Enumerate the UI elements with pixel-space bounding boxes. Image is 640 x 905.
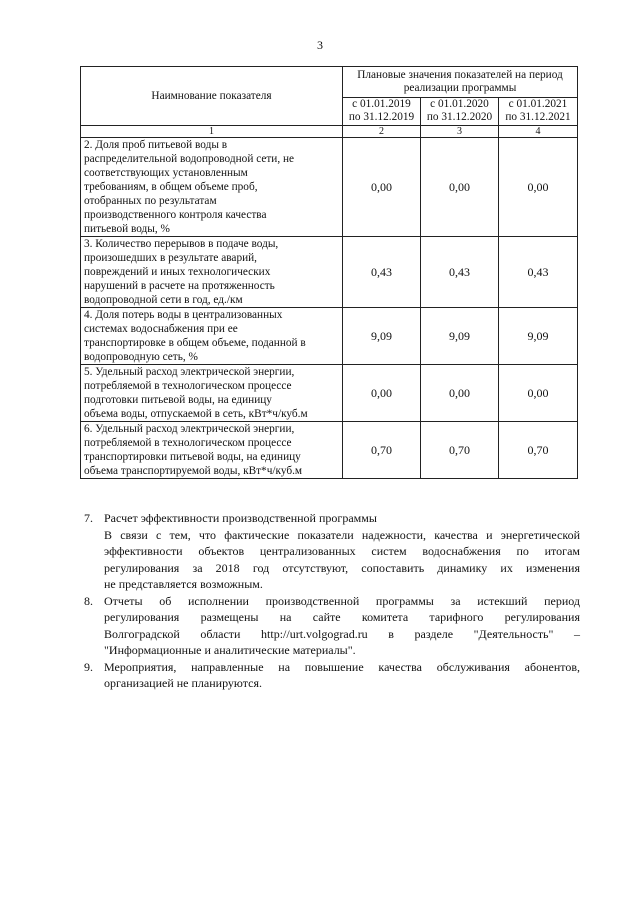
item-heading: Расчет эффективности производственной программы: [104, 511, 377, 525]
indicators-table: [80, 66, 578, 479]
item-line: эффективности объектов централизованных систем водоснабжения по итогам: [104, 544, 580, 558]
description-line: транспортировке в общем объеме, поданной в: [84, 337, 306, 349]
item-line: организацией не планируются.: [104, 676, 262, 690]
indicator-description: [81, 308, 343, 365]
column-number: 4: [499, 126, 578, 138]
table-row: [81, 237, 578, 308]
header-period-2019: [343, 97, 421, 125]
item-line: В связи с тем, что фактические показатели надежности, качества и энергетической: [104, 527, 580, 542]
description-line: распределительной водопроводной сети, не: [84, 153, 295, 165]
description-line: потребляемой в технологическом процессе: [84, 380, 292, 392]
description-line: 6. Удельный расход электрической энергии,: [84, 423, 295, 435]
header-plan-period-line1: Плановые значения показателей на период: [357, 68, 563, 81]
header-period-2021: [499, 97, 578, 125]
value-2021: 9,09: [499, 308, 578, 365]
description-line: объема воды, отпускаемой в сеть, кВт*ч/куб.м: [84, 408, 308, 420]
description-line: 5. Удельный расход электрической энергии,: [84, 366, 295, 378]
header-plan-period: [343, 67, 578, 98]
value-2020: 9,09: [421, 308, 499, 365]
period-to: по 31.12.2019: [348, 111, 415, 124]
description-line: повреждений и иных технологических: [84, 266, 271, 278]
description-line: потребляемой в технологическом процессе: [84, 437, 292, 449]
table-row: [81, 138, 578, 237]
description-line: произошедших в результате аварий,: [84, 252, 258, 264]
page-number: 3: [317, 38, 323, 52]
header-indicator-name: Наимнование показателя: [81, 67, 343, 126]
value-2021: 0,43: [499, 237, 578, 308]
description-line: питьевой воды, %: [84, 223, 170, 235]
item-line: регулирования за 2018 год отсутствуют, сопоставить динамику их изменения: [104, 560, 580, 575]
description-line: требованиям, в общем объеме проб,: [84, 181, 258, 193]
period-to: по 31.12.2020: [426, 111, 493, 124]
table-row: [81, 365, 578, 422]
table-row: [81, 308, 578, 365]
value-2021: 0,70: [499, 422, 578, 479]
description-line: подготовки питьевой воды, на единицу: [84, 394, 272, 406]
description-line: нарушений в расчете на протяженность: [84, 280, 275, 292]
item-line: регулирования размещены на сайте комитета тарифного регулирования: [104, 610, 580, 624]
value-2019: 0,43: [343, 237, 421, 308]
column-number: 3: [421, 126, 499, 138]
period-from: с 01.01.2019: [352, 98, 411, 111]
table-row: [81, 422, 578, 479]
column-number: 1: [81, 126, 343, 138]
value-2020: 0,00: [421, 365, 499, 422]
period-from: с 01.01.2020: [430, 98, 489, 111]
description-line: соответствующих установленным: [84, 167, 248, 179]
numbered-items: [84, 510, 580, 692]
description-line: отобранных по результатам: [84, 195, 217, 207]
value-2020: 0,70: [421, 422, 499, 479]
table-header-row: [81, 67, 578, 98]
description-line: водопроводной сети в год, ед./км: [84, 294, 243, 306]
item-line: Волгоградской области http://urt.volgograd.ru в разделе "Деятельность" –: [104, 626, 580, 641]
value-2021: 0,00: [499, 365, 578, 422]
item-marker: 9.: [84, 659, 93, 674]
description-line: 2. Доля проб питьевой воды в: [84, 139, 228, 151]
description-line: 3. Количество перерывов в подаче воды,: [84, 238, 279, 250]
item-9-measures: [84, 659, 580, 692]
column-number: 2: [343, 126, 421, 138]
value-2019: 0,00: [343, 365, 421, 422]
table-column-numbers-row: [81, 126, 578, 138]
description-line: системах водоснабжения при ее: [84, 323, 238, 335]
value-2019: 9,09: [343, 308, 421, 365]
item-marker: 8.: [84, 593, 93, 608]
period-from: с 01.01.2021: [508, 98, 568, 111]
item-line: не представляется возможным.: [104, 577, 263, 591]
value-2021: 0,00: [499, 138, 578, 237]
description-line: транспортировки питьевой воды, на единицу: [84, 451, 301, 463]
description-line: 4. Доля потерь воды в централизованных: [84, 309, 283, 321]
indicator-description: [81, 365, 343, 422]
value-2019: 0,70: [343, 422, 421, 479]
indicator-description: [81, 422, 343, 479]
item-line: Мероприятия, направленные на повышение качества обслуживания абонентов,: [104, 659, 580, 674]
description-line: объема транспортируемой воды, кВт*ч/куб.м: [84, 465, 303, 477]
header-period-2020: [421, 97, 499, 125]
item-line: "Информационные и аналитические материалы".: [104, 643, 356, 657]
value-2019: 0,00: [343, 138, 421, 237]
description-line: водопроводную сеть, %: [84, 351, 198, 363]
item-line: Отчеты об исполнении производственной программы за истекший период: [104, 593, 580, 608]
item-marker: 7.: [84, 511, 93, 525]
value-2020: 0,43: [421, 237, 499, 308]
indicator-description: [81, 138, 343, 237]
header-plan-period-line2: реализации программы: [403, 81, 517, 94]
period-to: по 31.12.2021: [505, 111, 571, 124]
indicator-description: [81, 237, 343, 308]
value-2020: 0,00: [421, 138, 499, 237]
item-8-reports: [84, 593, 580, 659]
item-7-efficiency: [84, 510, 580, 593]
description-line: производственного контроля качества: [84, 209, 267, 221]
